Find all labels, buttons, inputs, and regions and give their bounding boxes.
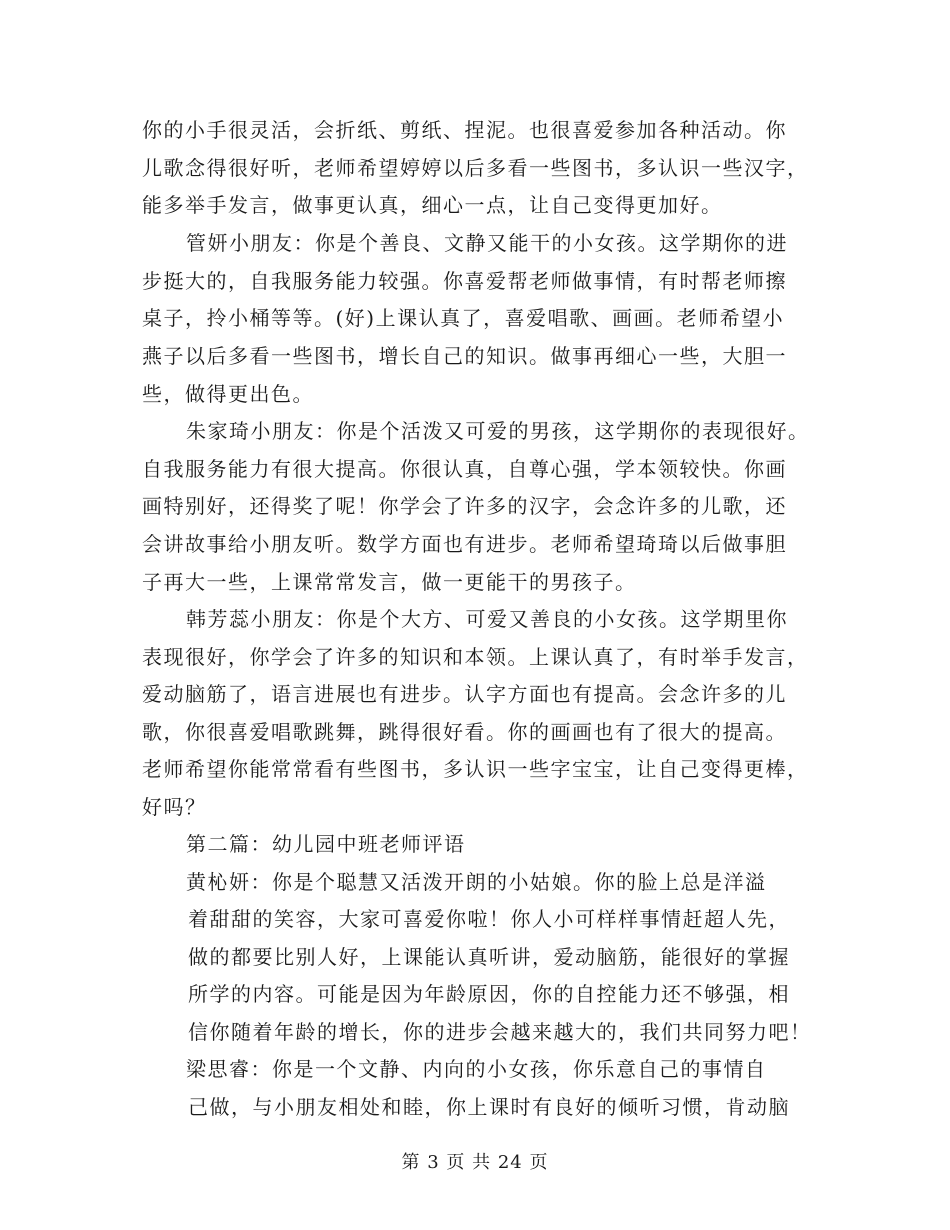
text-line: 会讲故事给小朋友听。数学方面也有进步。老师希望琦琦以后做事胆 <box>142 532 787 556</box>
text-line: 做的都要比别人好，上课能认真听讲，爱动脑筋，能很好的掌握 <box>188 945 790 969</box>
text-line: 子再大一些，上课常常发言，做一更能干的男孩子。 <box>142 570 637 594</box>
text-line: 老师希望你能常常看有些图书，多认识一些字宝宝，让自己变得更棒， <box>142 757 809 781</box>
text-line: 步挺大的，自我服务能力较强。你喜爱帮老师做事情，有时帮老师擦 <box>142 269 787 293</box>
text-line: 爱动脑筋了，语言进展也有进步。认字方面也有提高。会念许多的儿 <box>142 682 787 706</box>
text-line: 自我服务能力有很大提高。你很认真，自尊心强，学本领较快。你画 <box>142 457 787 481</box>
paragraph-start-line: 黄杺妍：你是个聪慧又活泼开朗的小姑娘。你的脸上总是洋溢 <box>186 870 767 894</box>
section-heading: 第二篇：幼儿园中班老师评语 <box>186 832 466 856</box>
text-line: 己做，与小朋友相处和睦，你上课时有良好的倾听习惯，肯动脑 <box>188 1095 790 1119</box>
text-line: 画特别好，还得奖了呢！你学会了许多的汉字，会念许多的儿歌，还 <box>142 494 787 518</box>
paragraph-start-line: 朱家琦小朋友：你是个活泼又可爱的男孩，这学期你的表现很好。 <box>186 419 810 443</box>
paragraph-start-line: 韩芳蕊小朋友：你是个大方、可爱又善良的小女孩。这学期里你 <box>186 607 788 631</box>
page-number-footer: 第 3 页 共 24 页 <box>401 1152 549 1173</box>
text-line: 儿歌念得很好听，老师希望婷婷以后多看一些图书，多认识一些汉字， <box>142 156 809 180</box>
text-line: 好吗？ <box>142 795 207 819</box>
text-line: 燕子以后多看一些图书，增长自己的知识。做事再细心一些，大胆一 <box>142 344 787 368</box>
text-line: 桌子，拎小桶等等。(好)上课认真了，喜爱唱歌、画画。老师希望小 <box>142 306 785 330</box>
paragraph-start-line: 管妍小朋友：你是个善良、文静又能干的小女孩。这学期你的进 <box>186 231 788 255</box>
text-line: 所学的内容。可能是因为年龄原因，你的自控能力还不够强，相 <box>188 982 790 1006</box>
text-line: 些，做得更出色。 <box>142 382 314 406</box>
paragraph-start-line: 梁思睿：你是一个文静、内向的小女孩，你乐意自己的事情自 <box>186 1057 767 1081</box>
text-line: 能多举手发言，做事更认真，细心一点，让自己变得更加好。 <box>142 193 723 217</box>
text-line: 你的小手很灵活，会折纸、剪纸、捏泥。也很喜爱参加各种活动。你 <box>142 118 787 142</box>
text-line: 信你随着年龄的增长，你的进步会越来越大的，我们共同努力吧！ <box>188 1020 812 1044</box>
text-line: 着甜甜的笑容，大家可喜爱你啦！你人小可样样事情赶超人先， <box>188 907 790 931</box>
text-line: 歌，你很喜爱唱歌跳舞，跳得很好看。你的画画也有了很大的提高。 <box>142 720 787 744</box>
text-line: 表现很好，你学会了许多的知识和本领。上课认真了，有时举手发言， <box>142 645 809 669</box>
